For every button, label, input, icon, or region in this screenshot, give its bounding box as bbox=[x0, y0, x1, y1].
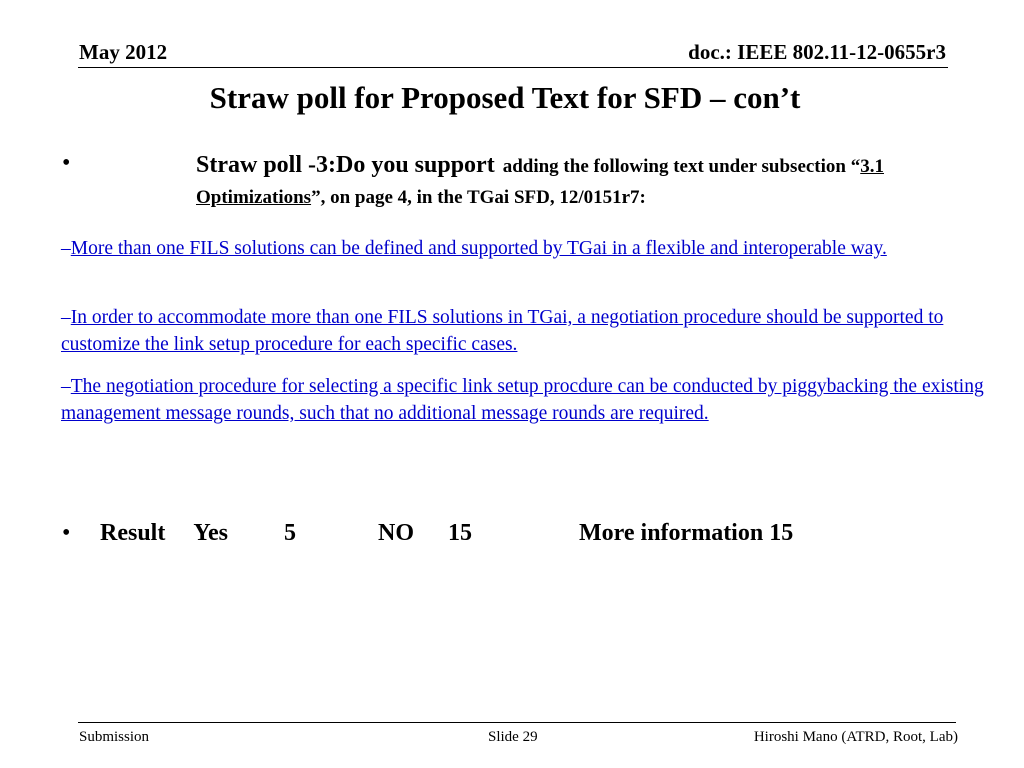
yes-count: 5 bbox=[284, 520, 297, 546]
proposed-text-item[interactable] bbox=[61, 304, 986, 358]
more-info-result: More information 15 bbox=[579, 520, 794, 546]
footer-submission: Submission bbox=[79, 729, 150, 745]
proposed-text[interactable]: More than one FILS solutions can be defined and supported by TGai in a flexible and interoperable way. bbox=[70, 238, 887, 259]
no-label: NO bbox=[378, 520, 415, 546]
proposed-text[interactable]: In order to accommodate more than one FILS solutions in TGai, a negotiation procedure should be supported to customize the link setup procedure for each specific cases. bbox=[61, 307, 944, 355]
dash-marker: – bbox=[61, 307, 71, 328]
dash-marker: – bbox=[61, 238, 71, 259]
yes-label: Yes bbox=[193, 520, 229, 546]
result-label: Result bbox=[100, 520, 166, 546]
straw-poll-question bbox=[196, 150, 956, 214]
header-date: May 2012 bbox=[79, 40, 168, 64]
no-result bbox=[378, 520, 542, 547]
poll-text-b: ”, on page 4, in the TGai SFD, 12/0151r7: bbox=[311, 187, 646, 208]
footer-author: Hiroshi Mano (ATRD, Root, Lab) bbox=[753, 729, 958, 745]
no-count: 15 bbox=[448, 520, 473, 546]
subsection-link[interactable]: 3.1 Optimizations bbox=[196, 156, 884, 208]
header-doc-id: doc.: IEEE 802.11-12-0655r3 bbox=[688, 40, 946, 64]
proposed-text-item[interactable] bbox=[61, 235, 986, 262]
result-row bbox=[100, 520, 793, 547]
proposed-text-item[interactable] bbox=[61, 373, 986, 427]
proposed-text[interactable]: The negotiation procedure for selecting a specific link setup procdure can be conducted by piggybacking the existing management message rounds, such that no additional message rounds are required. bbox=[61, 376, 984, 424]
bullet-marker: • bbox=[62, 150, 71, 176]
dash-marker: – bbox=[61, 376, 71, 397]
slide-title: Straw poll for Proposed Text for SFD – con’t bbox=[209, 80, 801, 115]
yes-result bbox=[193, 520, 348, 547]
footer-slide-number: Slide 29 bbox=[488, 729, 538, 745]
poll-lead: Straw poll -3:Do you support bbox=[196, 152, 495, 178]
poll-text-a: adding the following text under subsection “ bbox=[502, 156, 861, 177]
footer-divider bbox=[78, 722, 956, 723]
bullet-marker: • bbox=[62, 520, 71, 546]
header-divider bbox=[78, 67, 948, 68]
